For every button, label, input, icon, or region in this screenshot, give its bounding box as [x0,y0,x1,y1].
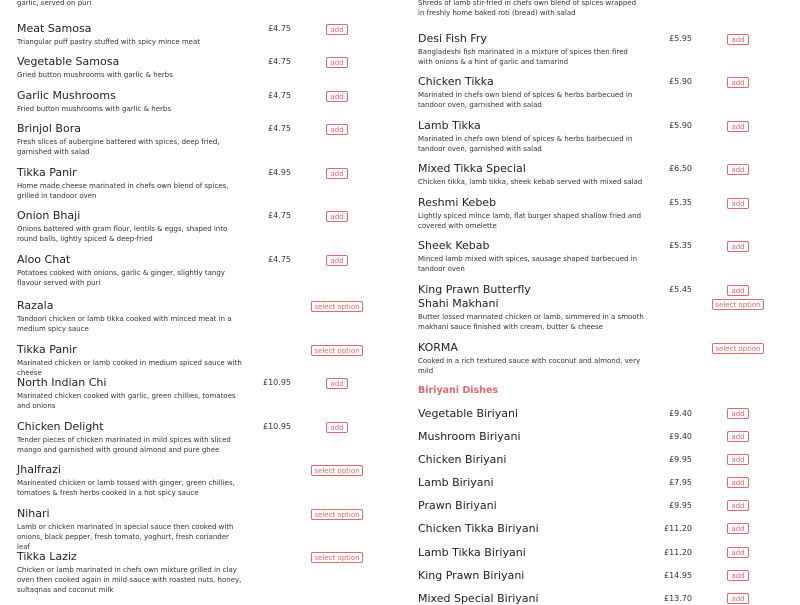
add-button[interactable]: add [326,378,348,389]
item-description: Fried button mushrooms with garlic & herbs [17,105,171,113]
item-name: KORMA [418,341,458,354]
menu-item [17,376,257,411]
item-price: £4.75 [268,91,291,100]
item-description: Tender pieces of chicken marinated in mild spices with sliced mango and garnished with ground almond and pure ghee [17,436,231,454]
add-button[interactable]: add [326,255,348,266]
menu-item [17,55,257,80]
item-description: Chicken tikka, lamb tikka, sheek kebab served with mixed salad [418,178,643,186]
add-button[interactable]: add [326,91,348,102]
item-name: North Indian Chi [17,376,107,389]
biriyani-item-name: Mixed Special Biriyani [418,592,539,605]
item-description: Butter lossed marinated chicken or lamb, simmered in a smooth makhani sauce finished with cream, butter & cheese [418,313,644,331]
biriyani-item-name: Mushroom Biriyani [418,430,521,443]
biriyani-item-name: Lamb Biriyani [418,476,494,489]
item-name: Aloo Chat [17,253,71,266]
add-button[interactable]: add [727,477,749,488]
item-description: Gried button mushrooms with garlic & herbs [17,71,173,79]
menu-item [17,209,257,244]
item-name: Desi Fish Fry [418,32,487,45]
item-price: £4.95 [268,168,291,177]
item-description: Marinated in chefs own blend of spices & herbs barbecued in tandoor oven, garnished with salad [418,91,633,109]
item-price: £5.45 [669,285,692,294]
item-description: Cooked in a rich textured sauce with coconut and almond, very mild [418,357,641,375]
item-name: Chicken Delight [17,420,104,433]
item-name: Lamb Tikka [418,119,481,132]
add-button[interactable]: add [326,211,348,222]
item-name: Tikka Laziz [17,550,77,563]
item-name: Razala [17,299,54,312]
biriyani-item-price: £9.40 [669,409,692,418]
add-button[interactable]: add [326,24,348,35]
biriyani-item-price: £13.70 [664,594,692,603]
item-description: Shreds of lamb stir-fried in chefs own blend of spices wrapped in freshly home baked roti (bread) with salad [418,0,637,17]
menu-item [17,0,257,8]
item-name: Meat Samosa [17,22,92,35]
biriyani-item-name: Vegetable Biriyani [418,407,519,420]
add-button[interactable]: add [727,547,749,558]
item-name: Tikka Panir [17,343,77,356]
add-button[interactable]: add [326,57,348,68]
menu-item [17,343,257,378]
add-button[interactable]: add [727,523,749,534]
item-description: Triangular puff pastry stuffed with spicy mince meat [17,38,201,46]
add-button[interactable]: add [727,285,749,296]
biriyani-item-price: £9.40 [669,432,692,441]
add-button[interactable]: add [727,198,749,209]
add-button[interactable]: add [727,121,749,132]
select-option-button[interactable]: select option [311,552,363,563]
menu-item [17,550,257,595]
menu-item [17,122,257,157]
item-price: £10.95 [263,378,291,387]
menu-item [418,0,658,18]
menu-item [17,253,257,288]
item-price: £4.75 [268,57,291,66]
item-price: £4.75 [268,255,291,264]
item-description: Minced lamb mixed with spices, sausage shaped barbecued in tandoor oven [418,255,638,273]
item-price: £10.95 [263,422,291,431]
section-heading-biriyani: Biriyani Dishes [418,385,499,396]
item-price: £4.75 [268,124,291,133]
menu-item [17,463,257,498]
item-name: Mixed Tikka Special [418,162,526,175]
menu-item [418,162,658,187]
add-button[interactable]: add [727,454,749,465]
biriyani-item-price: £14.95 [664,571,692,580]
add-button[interactable]: add [727,431,749,442]
item-price: £6.50 [669,164,692,173]
item-description: Home made cheese marinated in chefs own blend of spices, grilled in tandoor oven [17,182,229,200]
item-price: £5.35 [669,241,692,250]
biriyani-item-name: Chicken Tikka Biriyani [418,522,539,535]
item-description: Marineated chicken or lamb tossed with ginger, green chillies, tomatoes & fresh herbs cooked in a hot spicy sauce [17,479,235,497]
add-button[interactable]: add [727,164,749,175]
biriyani-item-name: King Prawn Biriyani [418,569,525,582]
menu-item [17,22,257,47]
add-button[interactable]: add [727,34,749,45]
biriyani-item-price: £9.95 [669,501,692,510]
item-description: Marinated in chefs own blend of spices & herbs barbecued in tandoor oven, garnished with salad [418,135,633,153]
biriyani-item-price: £11.20 [664,524,692,533]
item-description: Marinated chicken cooked with garlic, green chillies, tomatoes and onions [17,392,236,410]
item-name: King Prawn Butterfly [418,283,531,296]
select-option-button[interactable]: select option [311,465,363,476]
add-button[interactable]: add [727,241,749,252]
item-description: Fresh slices of aubergine battered with spices, deep fried, garnished with salad [17,138,220,156]
menu-item [17,166,257,201]
select-option-button[interactable]: select option [712,299,764,310]
add-button[interactable]: add [326,124,348,135]
add-button[interactable]: add [326,168,348,179]
add-button[interactable]: add [727,593,749,604]
item-name: Brinjol Bora [17,122,81,135]
item-price: £4.75 [268,211,291,220]
item-description: Lightly spiced mince lamb, flat burger shaped shallow fried and covered with omelette [418,212,642,230]
biriyani-item-price: £9.95 [669,455,692,464]
menu-item [418,283,658,296]
item-description: garlic, served on puri [17,0,92,7]
item-name: Reshmi Kebeb [418,196,497,209]
item-price: £5.35 [669,198,692,207]
item-name: Shahi Makhani [418,297,499,310]
item-description: Potatoes cooked with onions, garlic & ginger, slightly tangy flavour served with puri [17,269,225,287]
menu-item [17,299,257,334]
select-option-button[interactable]: select option [712,343,764,354]
item-description: Onions battered with gram flour, lentils & eggs, shaped into round balls, lightly spiced & deep-fried [17,225,228,243]
select-option-button[interactable]: select option [311,301,363,312]
item-description: Chicken or lamb marinated in chefs own mixture grilled in clay oven then cooked again in mild sauce with roasted nuts, honey, sultaqnas and coconut milk [17,566,242,594]
select-option-button[interactable]: select option [311,509,363,520]
biriyani-item-name: Chicken Biriyani [418,453,507,466]
biriyani-item-price: £7.95 [669,478,692,487]
menu-item [418,341,658,376]
add-button[interactable]: add [727,408,749,419]
add-button[interactable]: add [727,77,749,88]
biriyani-item-name: Prawn Biriyani [418,499,497,512]
item-name: Vegetable Samosa [17,55,120,68]
item-description: Marinated chicken or lamb cooked in medium spiced sauce with cheese [17,359,242,377]
item-description: Tandoori chicken or lamb tikka cooked with minced meat in a medium spicy sauce [17,315,232,333]
item-name: Onion Bhaji [17,209,81,222]
item-name: Chicken Tikka [418,75,494,88]
item-name: Garlic Mushrooms [17,89,116,102]
menu-item [418,75,658,110]
biriyani-item-name: Lamb Tikka Biriyani [418,546,526,559]
item-description: Lamb or chicken marinated in special sauce then cooked with onions, black pepper, fresh tomato, yoghurt, fresh coriander leaf [17,523,234,551]
menu-item [17,507,257,552]
menu-item [418,196,658,231]
item-price: £5.90 [669,77,692,86]
item-price: £5.95 [669,34,692,43]
biriyani-item-price: £11.20 [664,548,692,557]
item-name: Jhalfrazi [17,463,61,476]
select-option-button[interactable]: select option [311,345,363,356]
menu-item [418,119,658,154]
item-description: Bangladeshi fish marinated in a mixture of spices then fired with onions & a hint of garlic and tamarind [418,48,628,66]
menu-item [418,297,658,332]
add-button[interactable]: add [727,500,749,511]
item-price: £4.75 [268,24,291,33]
menu-item [418,239,658,274]
add-button[interactable]: add [326,422,348,433]
menu-item [17,420,257,455]
add-button[interactable]: add [727,570,749,581]
item-name: Sheek Kebab [418,239,490,252]
item-price: £5.90 [669,121,692,130]
item-name: Nihari [17,507,50,520]
menu-item [418,32,658,67]
menu-item [17,89,257,114]
item-name: Tikka Panir [17,166,77,179]
